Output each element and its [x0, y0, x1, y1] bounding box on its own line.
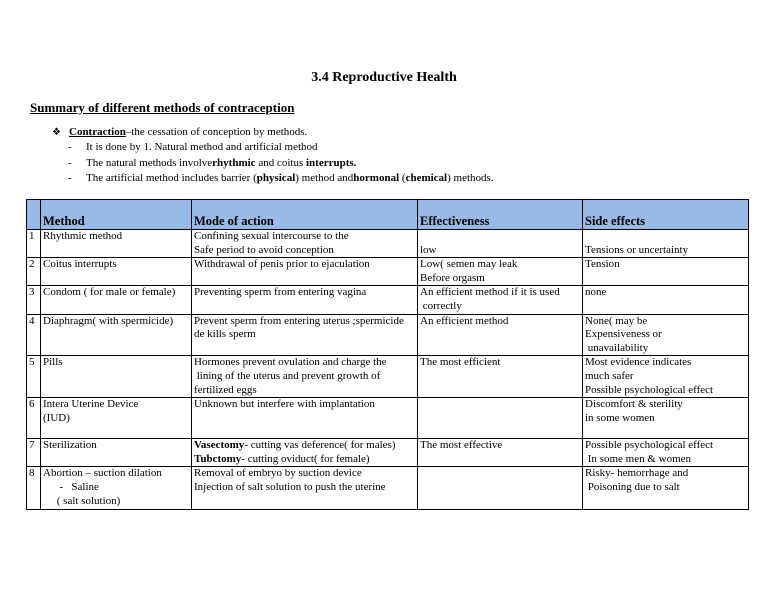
cell-side-effects-line: unavailability [585, 341, 649, 354]
cell-side-effects [583, 258, 749, 286]
cell-effectiveness [418, 286, 583, 314]
cell-method [41, 258, 192, 286]
sub-point-2 [52, 156, 494, 171]
cell-mode-of-action-line: Safe period to avoid conception [194, 243, 334, 256]
emphasis-interrupts: interrupts. [305, 156, 357, 169]
table-row [27, 258, 749, 286]
sub-point-text: ) methods. [447, 171, 494, 184]
procedure-name: Vasectomy [194, 439, 245, 452]
cell-side-effects-line: much safer [585, 369, 634, 382]
cell-side-effects [583, 286, 749, 314]
cell-mode-of-action-line [194, 453, 416, 467]
cell-mode-of-action [192, 439, 418, 467]
row-number: 7 [27, 439, 41, 467]
cell-method-line: Rhythmic method [43, 230, 123, 242]
diamond-bullet-icon: ❖ [52, 127, 61, 138]
term-contraction: Contraction [69, 126, 126, 138]
cell-effectiveness-line: correctly [420, 299, 462, 312]
cell-effectiveness-line: An efficient method [420, 314, 509, 327]
cell-method [41, 439, 192, 467]
cell-side-effects [583, 314, 749, 356]
row-number: 6 [27, 398, 41, 439]
intro-bullets [52, 125, 494, 186]
procedure-description: - cutting vas deference( for males) [244, 439, 396, 452]
sub-point-text: The natural methods involve [86, 156, 213, 169]
cell-effectiveness [418, 314, 583, 356]
cell-mode-of-action-line: Hormones prevent ovulation and charge the [194, 356, 387, 369]
table-row [27, 398, 749, 439]
cell-effectiveness-line [420, 230, 581, 244]
table-row [27, 356, 749, 398]
cell-method-line: Diaphragm( with spermicide) [43, 314, 174, 327]
sub-point-text: and coitus [255, 156, 306, 169]
cell-side-effects-line: In some men & women [585, 452, 692, 465]
procedure-name: Tubctomy [194, 452, 242, 465]
cell-side-effects-line: Poisoning due to salt [585, 480, 680, 493]
cell-mode-of-action-line: Preventing sperm from entering vagina [194, 286, 367, 299]
page-title: 3.4 Reproductive Health [311, 70, 457, 85]
cell-side-effects-line: Risky- hemorrhage and [585, 467, 689, 480]
cell-method-line: Pills [43, 356, 63, 369]
term-definition: –the cessation of conception by methods. [125, 126, 308, 138]
cell-method [41, 314, 192, 356]
sub-point-3 [52, 171, 494, 186]
cell-mode-of-action [192, 258, 418, 286]
cell-effectiveness [418, 467, 583, 510]
cell-mode-of-action-line: Withdrawal of penis prior to ejaculation [194, 258, 370, 271]
table-body [27, 230, 749, 510]
cell-method-line: Sterilization [43, 439, 97, 452]
cell-effectiveness [418, 230, 583, 258]
cell-effectiveness-line: Low( semen may leak [420, 258, 518, 271]
cell-method-line: - Saline [43, 480, 99, 493]
cell-method-line: Condom ( for male or female) [43, 286, 176, 299]
header-mode-of-action: Mode of action [192, 200, 418, 230]
cell-side-effects-line: Discomfort & sterility [585, 398, 683, 411]
cell-method-line: Intera Uterine Device [43, 398, 139, 411]
emphasis-rhythmic: rhythmic [212, 156, 256, 169]
cell-mode-of-action-line: lining of the uterus and prevent growth of [194, 369, 381, 382]
cell-side-effects [583, 439, 749, 467]
bullet-contraction [52, 125, 494, 140]
cell-method-line: Abortion – suction dilation [43, 467, 162, 480]
header-num [27, 200, 41, 230]
cell-mode-of-action [192, 286, 418, 314]
cell-effectiveness-line: The most effective [420, 439, 503, 452]
dash-marker: - [68, 171, 72, 184]
cell-method [41, 467, 192, 510]
emphasis-physical: physical [256, 171, 296, 184]
cell-mode-of-action-line: Unknown but interfere with implantation [194, 398, 375, 411]
cell-mode-of-action-line: Injection of salt solution to push the uterine [194, 480, 386, 493]
cell-mode-of-action-line: Removal of embryo by suction device [194, 467, 362, 480]
row-number: 4 [27, 314, 41, 356]
cell-effectiveness-line [420, 467, 581, 481]
cell-effectiveness [418, 398, 583, 439]
cell-method [41, 398, 192, 439]
cell-side-effects-line: Possible psychological effect [585, 383, 714, 396]
cell-method-line: (IUD) [43, 411, 70, 424]
cell-mode-of-action-line: fertilized eggs [194, 383, 257, 396]
contraception-table [26, 199, 749, 510]
cell-side-effects-line: None( may be [585, 314, 648, 327]
cell-mode-of-action-line: de kills sperm [194, 328, 256, 341]
cell-side-effects [583, 398, 749, 439]
header-method: Method [41, 200, 192, 230]
cell-mode-of-action [192, 314, 418, 356]
cell-mode-of-action-line [194, 439, 416, 453]
row-number: 1 [27, 230, 41, 258]
table-row [27, 467, 749, 510]
emphasis-chemical: chemical [405, 171, 448, 184]
row-number: 3 [27, 286, 41, 314]
cell-side-effects-line: Most evidence indicates [585, 356, 692, 369]
cell-mode-of-action [192, 230, 418, 258]
cell-effectiveness-line: Before orgasm [420, 271, 485, 284]
cell-method [41, 230, 192, 258]
table-row [27, 439, 749, 467]
sub-point-text: It is done by 1. Natural method and artificial method [86, 141, 318, 154]
cell-effectiveness-line [420, 398, 581, 412]
sub-point-text: The artificial method includes barrier ( [86, 171, 257, 184]
cell-method [41, 286, 192, 314]
cell-effectiveness-line: low [420, 243, 437, 256]
cell-effectiveness [418, 356, 583, 398]
cell-side-effects [583, 467, 749, 510]
cell-side-effects-line: Possible psychological effect [585, 439, 714, 452]
dash-marker: - [68, 156, 72, 169]
cell-effectiveness [418, 258, 583, 286]
cell-side-effects-line: Tensions or uncertainty [585, 243, 689, 256]
cell-mode-of-action-line: Confining sexual intercourse to the [194, 230, 349, 242]
cell-effectiveness-line: An efficient method if it is used [420, 286, 560, 299]
header-effectiveness: Effectiveness [418, 200, 583, 230]
cell-effectiveness [418, 439, 583, 467]
cell-side-effects [583, 356, 749, 398]
table-row [27, 314, 749, 356]
row-number: 8 [27, 467, 41, 510]
row-number: 2 [27, 258, 41, 286]
row-number: 5 [27, 356, 41, 398]
cell-method [41, 356, 192, 398]
cell-side-effects-line: Expensiveness or [585, 328, 662, 341]
cell-mode-of-action-line: Prevent sperm from entering uterus ;spermicide [194, 314, 404, 327]
sub-point-1 [52, 140, 494, 155]
cell-side-effects-line: none [585, 286, 607, 299]
table-row [27, 286, 749, 314]
cell-method-line: Coitus interrupts [43, 258, 117, 271]
section-subtitle: Summary of different methods of contraception [30, 100, 295, 115]
sub-point-text: ) method and [295, 171, 354, 184]
cell-method-line: ( salt solution) [43, 494, 121, 507]
cell-mode-of-action [192, 356, 418, 398]
cell-mode-of-action [192, 398, 418, 439]
procedure-description: - cutting oviduct( for female) [241, 452, 370, 465]
dash-marker: - [68, 141, 72, 154]
cell-effectiveness-line: The most efficient [420, 356, 501, 369]
cell-side-effects-line [585, 230, 747, 244]
header-side-effects: Side effects [583, 200, 749, 230]
table-header-row [27, 200, 749, 230]
sub-point-text: ( [399, 171, 406, 184]
cell-side-effects [583, 230, 749, 258]
table-row [27, 230, 749, 258]
cell-side-effects-line: in some women [585, 411, 655, 424]
emphasis-hormonal: hormonal [353, 171, 400, 184]
cell-side-effects-line: Tension [585, 258, 620, 271]
cell-mode-of-action [192, 467, 418, 510]
